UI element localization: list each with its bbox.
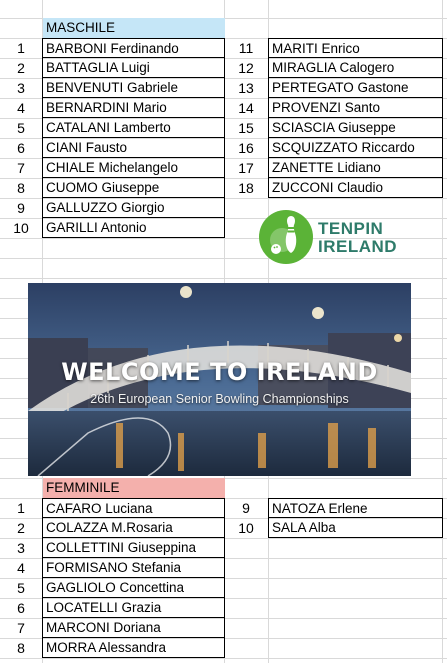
welcome-banner-image (28, 283, 411, 476)
athlete-name-cell[interactable]: ZUCCONI Claudio (268, 177, 443, 198)
athlete-name-cell[interactable]: NATOZA Erlene (268, 498, 443, 518)
athlete-name-cell[interactable]: CIANI Fausto (42, 137, 225, 158)
athlete-name-cell[interactable]: CATALANI Lamberto (42, 117, 225, 138)
row-number[interactable]: 1 (17, 40, 25, 56)
row-number[interactable]: 4 (17, 100, 25, 116)
athlete-name-cell[interactable]: ZANETTE Lidiano (268, 157, 443, 178)
row-number[interactable]: 3 (17, 540, 25, 556)
tenpin-ireland-logo (258, 208, 408, 264)
row-number[interactable]: 18 (238, 180, 254, 196)
logo-text-line2: IRELAND (318, 237, 398, 256)
row-number[interactable]: 1 (17, 500, 25, 516)
row-number[interactable]: 10 (238, 520, 254, 536)
athlete-name-cell[interactable]: SALA Alba (268, 517, 443, 538)
femminile-header[interactable]: FEMMINILE (43, 478, 225, 498)
maschile-header[interactable]: MASCHILE (43, 18, 225, 38)
row-number[interactable]: 16 (238, 140, 254, 156)
athlete-name-cell[interactable]: BERNARDINI Mario (42, 97, 225, 118)
row-number[interactable]: 13 (238, 80, 254, 96)
athlete-name-cell[interactable]: GARILLI Antonio (42, 217, 225, 238)
athlete-name-cell[interactable]: MARITI Enrico (268, 38, 443, 58)
athlete-name-cell[interactable]: SCIASCIA Giuseppe (268, 117, 443, 138)
athlete-name-cell[interactable]: COLLETTINI Giuseppina (42, 537, 225, 558)
athlete-name-cell[interactable]: BENVENUTI Gabriele (42, 77, 225, 98)
row-number[interactable]: 8 (17, 640, 25, 656)
athlete-name-cell[interactable]: PERTEGATO Gastone (268, 77, 443, 98)
athlete-name-cell[interactable]: BATTAGLIA Luigi (42, 57, 225, 78)
row-number[interactable]: 2 (17, 60, 25, 76)
logo-text-line1: TENPIN (318, 219, 384, 238)
row-number[interactable]: 3 (17, 80, 25, 96)
row-number[interactable]: 6 (17, 140, 25, 156)
row-number[interactable]: 6 (17, 600, 25, 616)
athlete-name-cell[interactable]: CHIALE Michelangelo (42, 157, 225, 178)
athlete-name-cell[interactable]: GAGLIOLO Concettina (42, 577, 225, 598)
row-number[interactable]: 15 (238, 120, 254, 136)
banner-title: WELCOME TO IRELAND (61, 358, 378, 386)
athlete-name-cell[interactable]: CAFARO Luciana (42, 498, 225, 518)
row-number[interactable]: 14 (238, 100, 254, 116)
row-number[interactable]: 7 (17, 620, 25, 636)
row-number[interactable]: 12 (238, 60, 254, 76)
banner-subtitle: 26th European Senior Bowling Championships (90, 392, 349, 406)
row-number[interactable]: 9 (242, 500, 250, 516)
athlete-name-cell[interactable]: BARBONI Ferdinando (42, 38, 225, 58)
row-number[interactable]: 7 (17, 160, 25, 176)
row-number[interactable]: 10 (13, 220, 29, 236)
athlete-name-cell[interactable]: MORRA Alessandra (42, 637, 225, 658)
row-number[interactable]: 2 (17, 520, 25, 536)
athlete-name-cell[interactable]: CUOMO Giuseppe (42, 177, 225, 198)
row-number[interactable]: 8 (17, 180, 25, 196)
row-number[interactable]: 9 (17, 200, 25, 216)
row-number[interactable]: 5 (17, 580, 25, 596)
athlete-name-cell[interactable]: FORMISANO Stefania (42, 557, 225, 578)
athlete-name-cell[interactable]: GALLUZZO Giorgio (42, 197, 225, 218)
athlete-name-cell[interactable]: COLAZZA M.Rosaria (42, 517, 225, 538)
athlete-name-cell[interactable]: LOCATELLI Grazia (42, 597, 225, 618)
athlete-name-cell[interactable]: PROVENZI Santo (268, 97, 443, 118)
row-number[interactable]: 17 (238, 160, 254, 176)
bowling-pin-ball-icon (258, 208, 314, 264)
athlete-name-cell[interactable]: SCQUIZZATO Riccardo (268, 137, 443, 158)
row-number[interactable]: 4 (17, 560, 25, 576)
athlete-name-cell[interactable]: MARCONI Doriana (42, 617, 225, 638)
row-number[interactable]: 5 (17, 120, 25, 136)
athlete-name-cell[interactable]: MIRAGLIA Calogero (268, 57, 443, 78)
row-number[interactable]: 11 (238, 40, 254, 56)
